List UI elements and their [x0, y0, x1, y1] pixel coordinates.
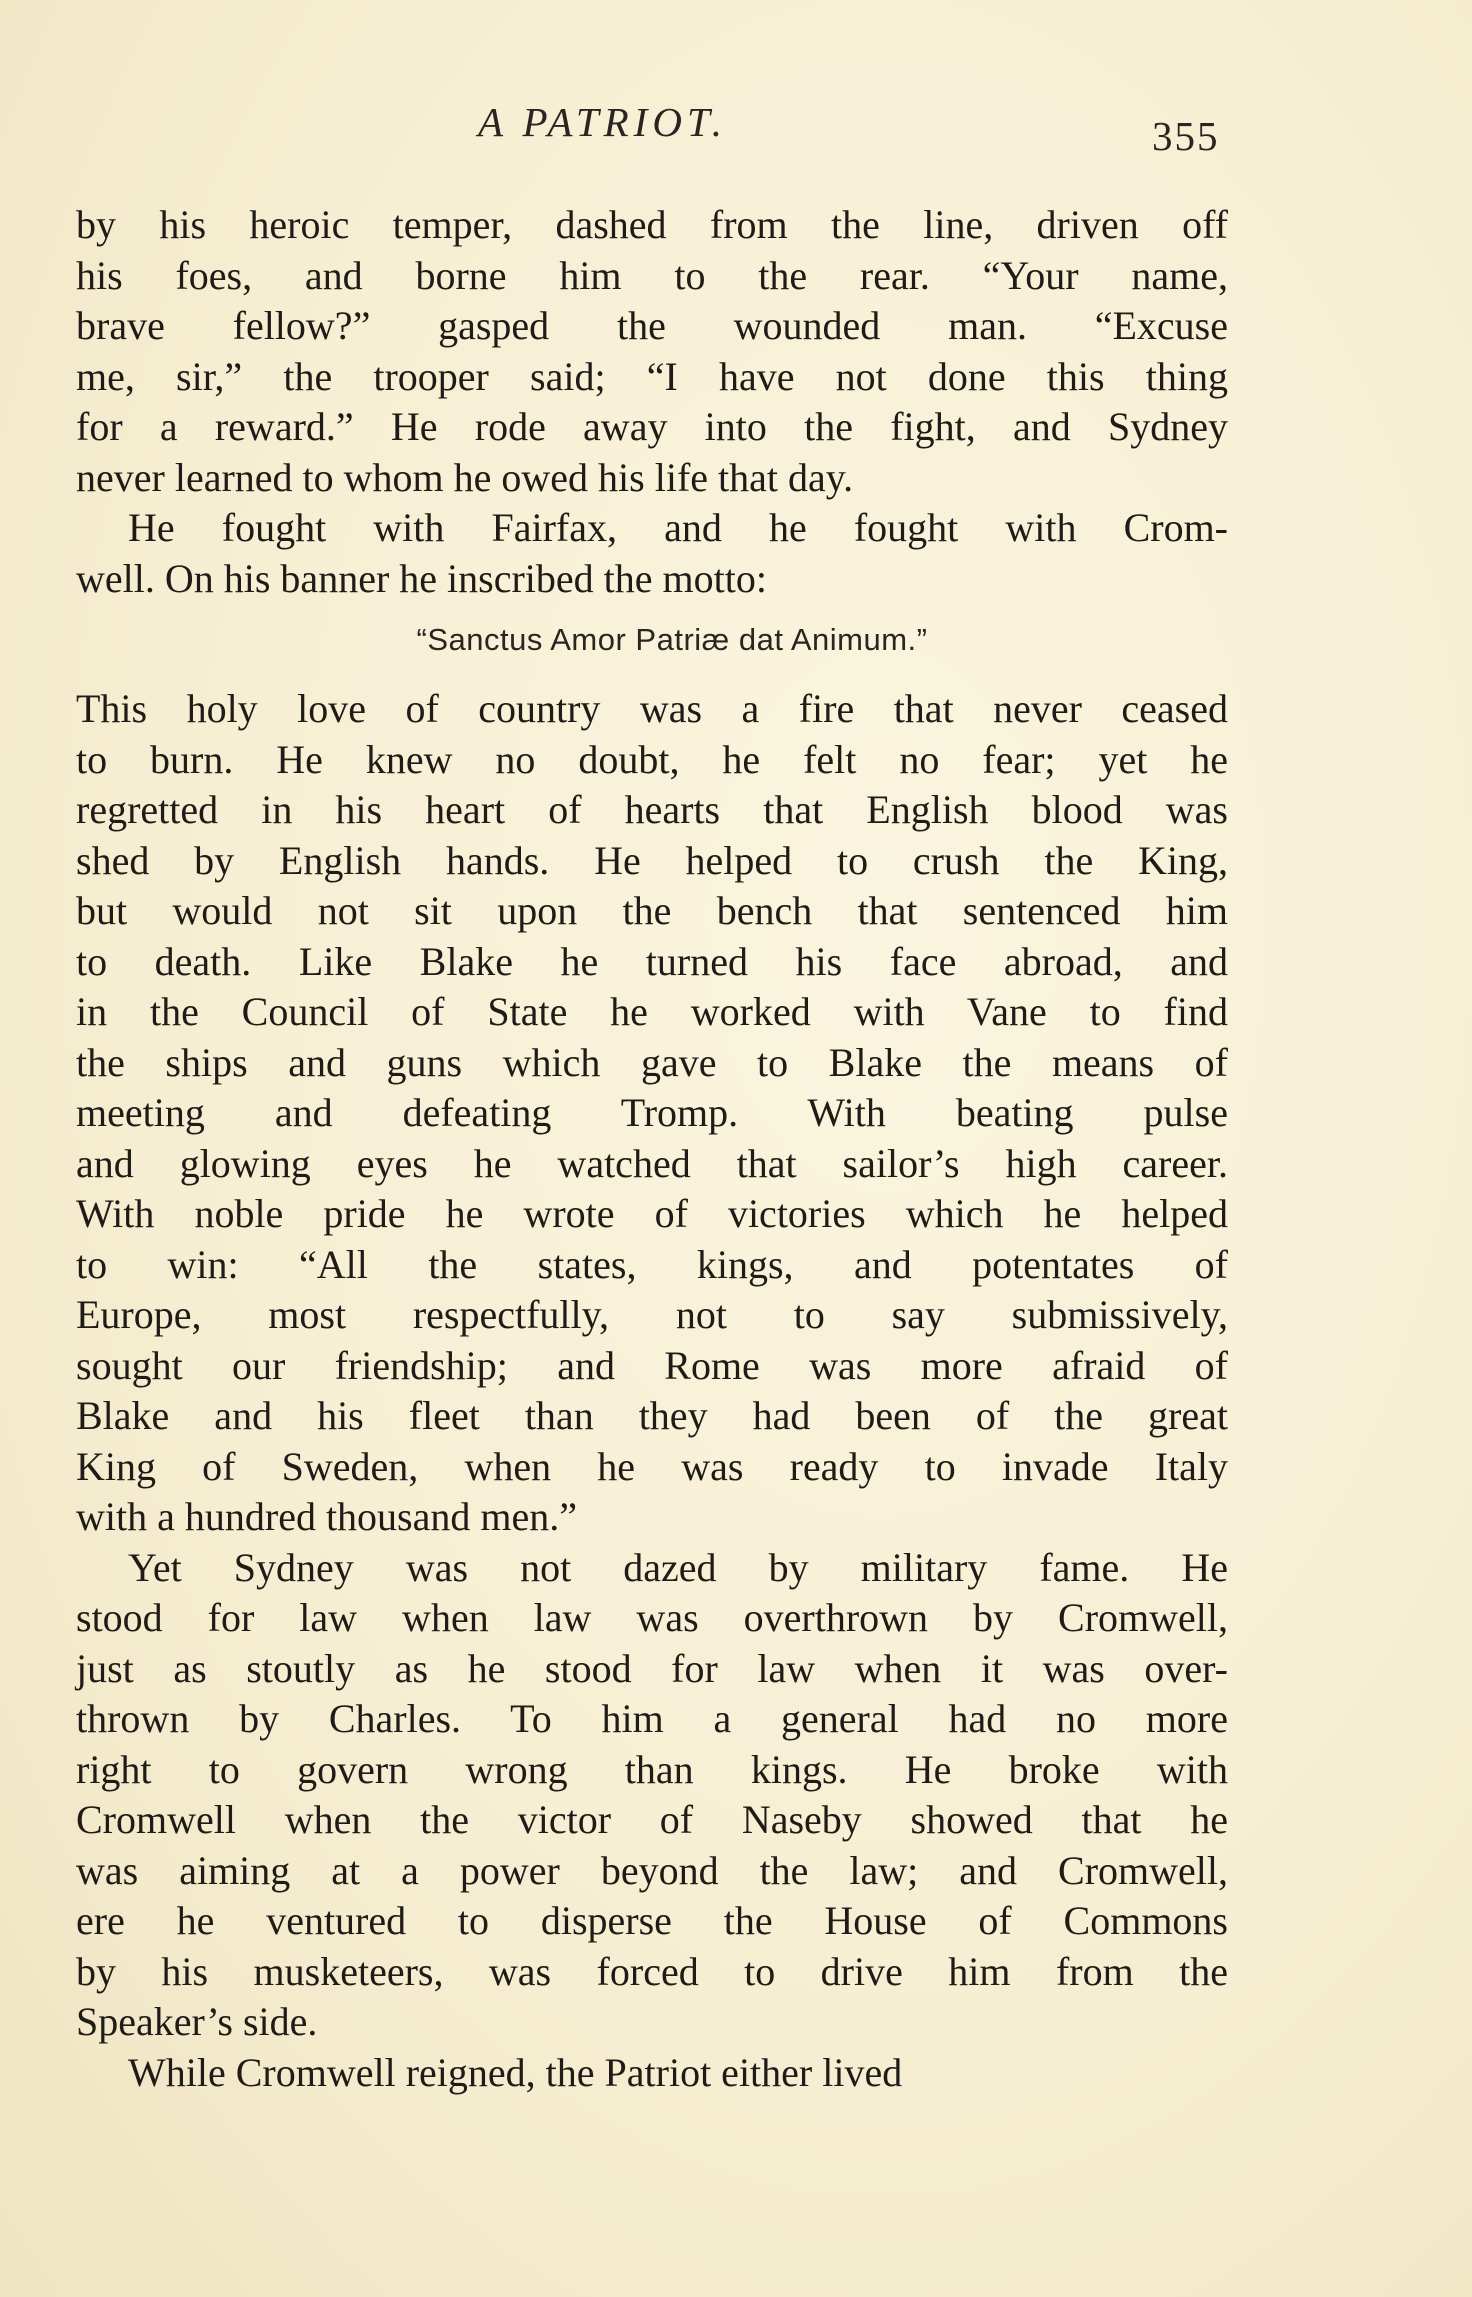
- text-line: for a reward.” He rode away into the fight, and Sydney: [76, 404, 1228, 449]
- text-line: the ships and guns which gave to Blake the means of: [76, 1039, 1228, 1085]
- text-line: Yet Sydney was not dazed by military fame. He: [128, 1544, 1228, 1590]
- motto-quote: “Sanctus Amor Patriæ dat Animum.”: [416, 622, 928, 657]
- text-line: Speaker’s side.: [76, 1999, 318, 2044]
- text-line: his foes, and borne him to the rear. “Your name,: [76, 252, 1228, 298]
- page-number: 355: [1152, 113, 1220, 159]
- text-line: never learned to whom he owed his life that day.: [76, 454, 854, 500]
- text-line: Blake and his fleet than they had been of the great: [76, 1393, 1228, 1438]
- text-line: in the Council of State he worked with Vane to find: [76, 989, 1228, 1034]
- text-line: to death. Like Blake he turned his face abroad, and: [76, 938, 1228, 984]
- running-title: A PATRIOT.: [478, 99, 727, 145]
- text-line: just as stoutly as he stood for law when it was over-: [76, 1645, 1228, 1691]
- text-line: sought our friendship; and Rome was more afraid of: [76, 1342, 1228, 1388]
- text-line: and glowing eyes he watched that sailor’s high career.: [76, 1140, 1228, 1186]
- text-line: regretted in his heart of hearts that English blood was: [76, 787, 1228, 832]
- text-line: with a hundred thousand men.”: [76, 1494, 577, 1539]
- text-line: was aiming at a power beyond the law; and Cromwell,: [76, 1847, 1228, 1893]
- text-line: This holy love of country was a fire that never ceased: [76, 686, 1228, 731]
- text-line: me, sir,” the trooper said; “I have not done this thing: [76, 353, 1228, 399]
- text-line: but would not sit upon the bench that sentenced him: [76, 888, 1228, 933]
- text-line: meeting and defeating Tromp. With beating pulse: [76, 1090, 1228, 1135]
- text-line: by his musketeers, was forced to drive him from the: [76, 1948, 1228, 1994]
- text-line: Cromwell when the victor of Naseby showed that he: [76, 1797, 1228, 1842]
- text-line: to burn. He knew no doubt, he felt no fear; yet he: [76, 736, 1228, 782]
- text-line: to win: “All the states, kings, and potentates of: [76, 1241, 1228, 1287]
- running-head: [0, 98, 1472, 158]
- text-line: He fought with Fairfax, and he fought with Crom-: [128, 505, 1228, 550]
- text-line: Europe, most respectfully, not to say submissively,: [76, 1292, 1228, 1337]
- text-line: King of Sweden, when he was ready to invade Italy: [76, 1443, 1228, 1489]
- text-line: With noble pride he wrote of victories which he helped: [76, 1191, 1228, 1236]
- text-line: stood for law when law was overthrown by Cromwell,: [76, 1595, 1228, 1640]
- text-line: shed by English hands. He helped to crush the King,: [76, 837, 1228, 883]
- text-line: right to govern wrong than kings. He broke with: [76, 1746, 1228, 1792]
- text-line: While Cromwell reigned, the Patriot either lived: [128, 2049, 903, 2095]
- text-line: brave fellow?” gasped the wounded man. “Excuse: [76, 303, 1228, 348]
- text-line: by his heroic temper, dashed from the line, driven off: [76, 202, 1228, 247]
- text-line: thrown by Charles. To him a general had no more: [76, 1696, 1228, 1741]
- text-line: well. On his banner he inscribed the motto:: [76, 555, 767, 601]
- body-text: [76, 200, 1228, 2098]
- text-line: ere he ventured to disperse the House of Commons: [76, 1898, 1228, 1943]
